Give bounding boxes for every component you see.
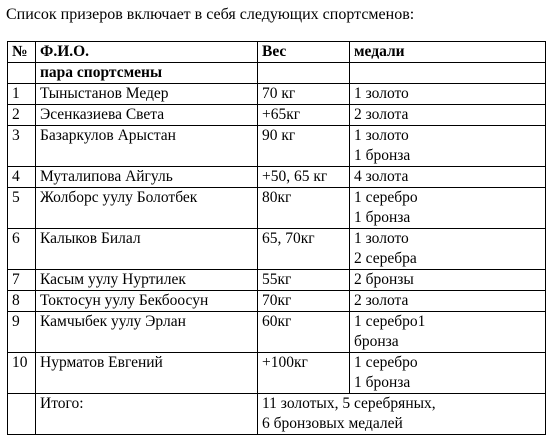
row-name: Муталипова Айгуль — [36, 167, 258, 188]
table-row — [8, 353, 546, 394]
row-medals — [350, 105, 546, 126]
total-summary-line: 11 золотых, 5 серебряных, — [262, 395, 436, 412]
row-number: 3 — [8, 126, 36, 167]
header-name: Ф.И.О. — [36, 42, 258, 63]
table-row — [8, 84, 546, 105]
row-number: 10 — [8, 353, 36, 394]
medal-line: 2 золота — [354, 292, 409, 309]
row-weight: 55кг — [258, 270, 350, 291]
row-weight: 65, 70кг — [258, 229, 350, 270]
row-number: 5 — [8, 188, 36, 229]
row-number: 8 — [8, 291, 36, 312]
row-name: Камчыбек уулу Эрлан — [36, 312, 258, 353]
row-medals — [350, 126, 546, 167]
row-number: 4 — [8, 167, 36, 188]
table-header-row — [8, 42, 546, 63]
table-row — [8, 167, 546, 188]
row-name: Нурматов Евгений — [36, 353, 258, 394]
total-summary-line: 6 бронзовых медалей — [262, 415, 403, 432]
group-number-cell — [8, 63, 36, 84]
row-name: Калыков Билал — [36, 229, 258, 270]
row-name: Базаркулов Арыстан — [36, 126, 258, 167]
table-row — [8, 312, 546, 353]
group-label: пара спортсмены — [36, 63, 258, 84]
row-medals — [350, 312, 546, 353]
medal-line: 1 золото — [354, 127, 409, 144]
medal-line: 1 серебро — [354, 354, 418, 371]
medal-line: 1 серебро — [354, 189, 418, 206]
row-number: 7 — [8, 270, 36, 291]
table-row — [8, 126, 546, 167]
row-medals — [350, 353, 546, 394]
header-weight: Вес — [258, 42, 350, 63]
row-weight: 70 кг — [258, 84, 350, 105]
header-medals: медали — [350, 42, 546, 63]
medalists-table — [7, 41, 546, 435]
row-medals — [350, 84, 546, 105]
table-row — [8, 105, 546, 126]
medal-line: 4 золота — [354, 168, 409, 185]
row-number: 2 — [8, 105, 36, 126]
table-body — [8, 63, 546, 435]
medal-line: 2 серебра — [354, 250, 417, 267]
row-weight: +65кг — [258, 105, 350, 126]
medal-line: 1 серебро1 — [354, 313, 426, 330]
row-weight: 80кг — [258, 188, 350, 229]
row-weight: +100кг — [258, 353, 350, 394]
row-medals — [350, 188, 546, 229]
row-weight: 60кг — [258, 312, 350, 353]
group-weight-cell — [258, 63, 350, 84]
row-weight: 90 кг — [258, 126, 350, 167]
row-name: Эсенказиева Света — [36, 105, 258, 126]
group-row — [8, 63, 546, 84]
total-summary — [258, 394, 546, 435]
total-number-cell — [8, 394, 36, 435]
row-medals — [350, 291, 546, 312]
table-row — [8, 270, 546, 291]
medal-line: 2 бронзы — [354, 271, 414, 288]
row-number: 1 — [8, 84, 36, 105]
row-weight: 70кг — [258, 291, 350, 312]
row-name: Токтосун уулу Бекбоосун — [36, 291, 258, 312]
row-number: 9 — [8, 312, 36, 353]
row-weight: +50, 65 кг — [258, 167, 350, 188]
medal-line: 1 бронза — [354, 209, 411, 226]
medal-line: 1 золото — [354, 85, 409, 102]
row-name: Касым уулу Нуртилек — [36, 270, 258, 291]
row-number: 6 — [8, 229, 36, 270]
table-row — [8, 291, 546, 312]
row-medals — [350, 229, 546, 270]
total-label: Итого: — [36, 394, 258, 435]
row-name: Жолборс уулу Болотбек — [36, 188, 258, 229]
table-row — [8, 229, 546, 270]
medal-line: 1 бронза — [354, 147, 411, 164]
medal-line: 1 бронза — [354, 374, 411, 391]
row-medals — [350, 270, 546, 291]
intro-text: Список призеров включает в себя следующих спортсменов: — [6, 6, 415, 23]
medal-line: 1 золото — [354, 230, 409, 247]
row-name: Тыныстанов Медер — [36, 84, 258, 105]
medal-line: 2 золота — [354, 106, 409, 123]
medal-line: бронза — [354, 333, 399, 350]
header-number: № — [8, 42, 36, 63]
group-medals-cell — [350, 63, 546, 84]
table-row — [8, 188, 546, 229]
total-row — [8, 394, 546, 435]
row-medals — [350, 167, 546, 188]
